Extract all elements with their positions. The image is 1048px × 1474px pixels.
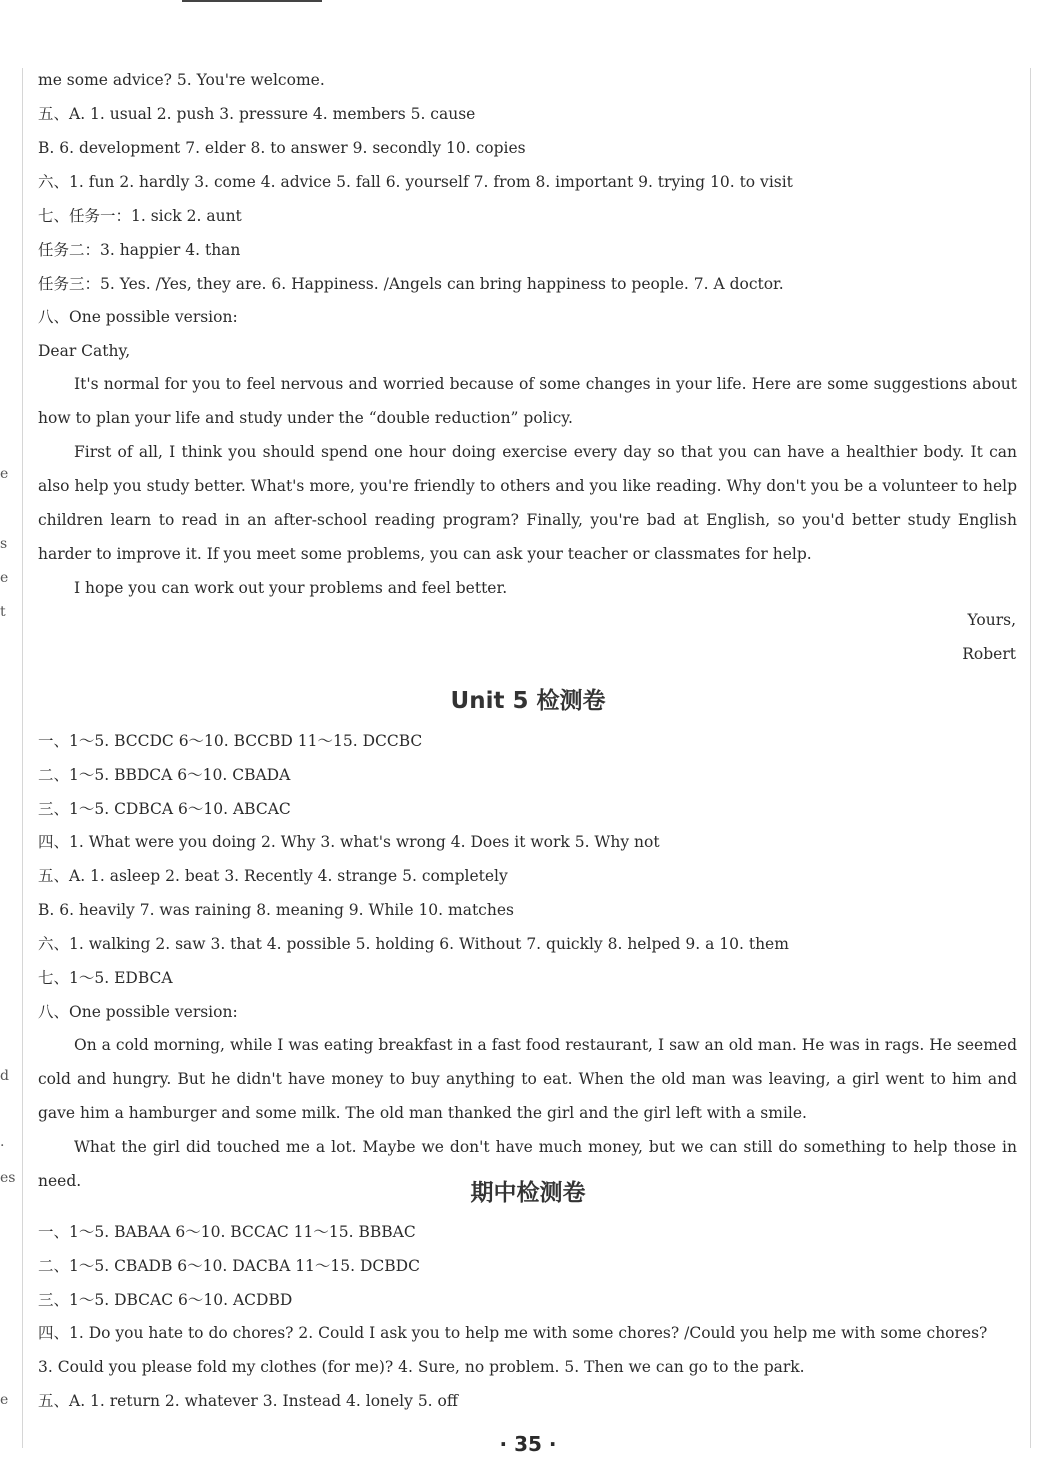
answer-line: 五、A. 1. return 2. whatever 3. Instead 4. lonely 5. off (38, 1392, 458, 1410)
edge-letter: t (0, 604, 6, 620)
answer-line: 六、1. walking 2. saw 3. that 4. possible 5. holding 6. Without 7. quickly 8. helped 9. a 10. them (38, 935, 789, 953)
answer-line: 一、1～5. BCCDC 6～10. BCCBD 11～15. DCCBC (38, 732, 423, 750)
answer-line: me some advice? 5. You're welcome. (38, 71, 325, 89)
section-title-midterm: 期中检测卷 (470, 1180, 586, 1206)
answer-line: 七、1～5. EDBCA (38, 969, 173, 987)
page-number: · 35 · (499, 1432, 557, 1456)
essay-paragraph: What the girl did touched me a lot. Maybe we don't have much money, but we can still do something to help those in need. (38, 1138, 1017, 1190)
answer-line: 三、1～5. DBCAC 6～10. ACDBD (38, 1291, 293, 1309)
answer-line: 一、1～5. BABAA 6～10. BCCAC 11～15. BBBAC (38, 1223, 416, 1241)
answer-line: 八、One possible version: (38, 1003, 238, 1021)
answer-line: 3. Could you please fold my clothes (for me)? 4. Sure, no problem. 5. Then we can go to the park. (38, 1358, 805, 1376)
answer-line: 二、1～5. CBADB 6～10. DACBA 11～15. DCBDC (38, 1257, 420, 1275)
answer-line: 任务三：5. Yes. /Yes, they are. 6. Happiness. /Angels can bring happiness to people. 7. A doctor. (38, 275, 784, 293)
edge-letter: s (0, 536, 8, 552)
section-title-unit5: Unit 5 检测卷 (450, 688, 606, 714)
edge-letter: es (0, 1170, 16, 1186)
answer-line: 任务二：3. happier 4. than (38, 241, 241, 259)
answer-line: 七、任务一：1. sick 2. aunt (38, 207, 242, 225)
answer-line: B. 6. development 7. elder 8. to answer 9. secondly 10. copies (38, 139, 526, 157)
letter-closing: Yours, (967, 611, 1016, 629)
answer-line: 四、1. What were you doing 2. Why 3. what's wrong 4. Does it work 5. Why not (38, 833, 660, 851)
edge-letter: . (0, 1134, 5, 1150)
answer-line: 五、A. 1. usual 2. push 3. pressure 4. members 5. cause (38, 105, 476, 123)
edge-letter: e (0, 466, 9, 482)
answer-line: 五、A. 1. asleep 2. beat 3. Recently 4. strange 5. completely (38, 867, 508, 885)
edge-letter: e (0, 1392, 9, 1408)
answer-line: B. 6. heavily 7. was raining 8. meaning 9. While 10. matches (38, 901, 514, 919)
answer-line: 六、1. fun 2. hardly 3. come 4. advice 5. fall 6. yourself 7. from 8. important 9. trying 10. to visit (38, 173, 793, 191)
answer-line: 八、One possible version: (38, 308, 238, 326)
top-rule (182, 0, 322, 2)
answer-line: 三、1～5. CDBCA 6～10. ABCAC (38, 800, 291, 818)
letter-paragraph: First of all, I think you should spend one hour doing exercise every day so that you can have a healthier body. It can also help you study better. What's more, you're friendly to others and you like reading. Why don't you be a volunteer to help children learn to read in an after-school reading program? Finally, you're bad at English, so you'd better study English harder to improve it. If you meet some problems, you can ask your teacher or classmates for help. (38, 443, 1017, 563)
answer-line: 四、1. Do you hate to do chores? 2. Could I ask you to help me with some chores? /Could you help me with some chores? (38, 1324, 988, 1342)
letter-paragraph: It's normal for you to feel nervous and worried because of some changes in your life. Here are some suggestions about how to plan your life and study under the “double reduction” policy. (38, 375, 1017, 427)
right-margin-rule (1030, 68, 1031, 1448)
essay-paragraph: On a cold morning, while I was eating breakfast in a fast food restaurant, I saw an old man. He was in rags. He seemed cold and hungry. But he didn't have money to buy anything to eat. When the old man was leaving, a girl went to him and gave him a hamburger and some milk. The old man thanked the girl and the girl left with a smile. (38, 1036, 1017, 1122)
letter-salutation: Dear Cathy, (38, 342, 131, 360)
left-margin-rule (22, 68, 23, 1448)
letter-paragraph: I hope you can work out your problems and feel better. (74, 579, 508, 597)
edge-letter: e (0, 570, 9, 586)
letter-signature: Robert (962, 645, 1016, 663)
answer-line: 二、1～5. BBDCA 6～10. CBADA (38, 766, 291, 784)
edge-letter: d (0, 1068, 9, 1084)
